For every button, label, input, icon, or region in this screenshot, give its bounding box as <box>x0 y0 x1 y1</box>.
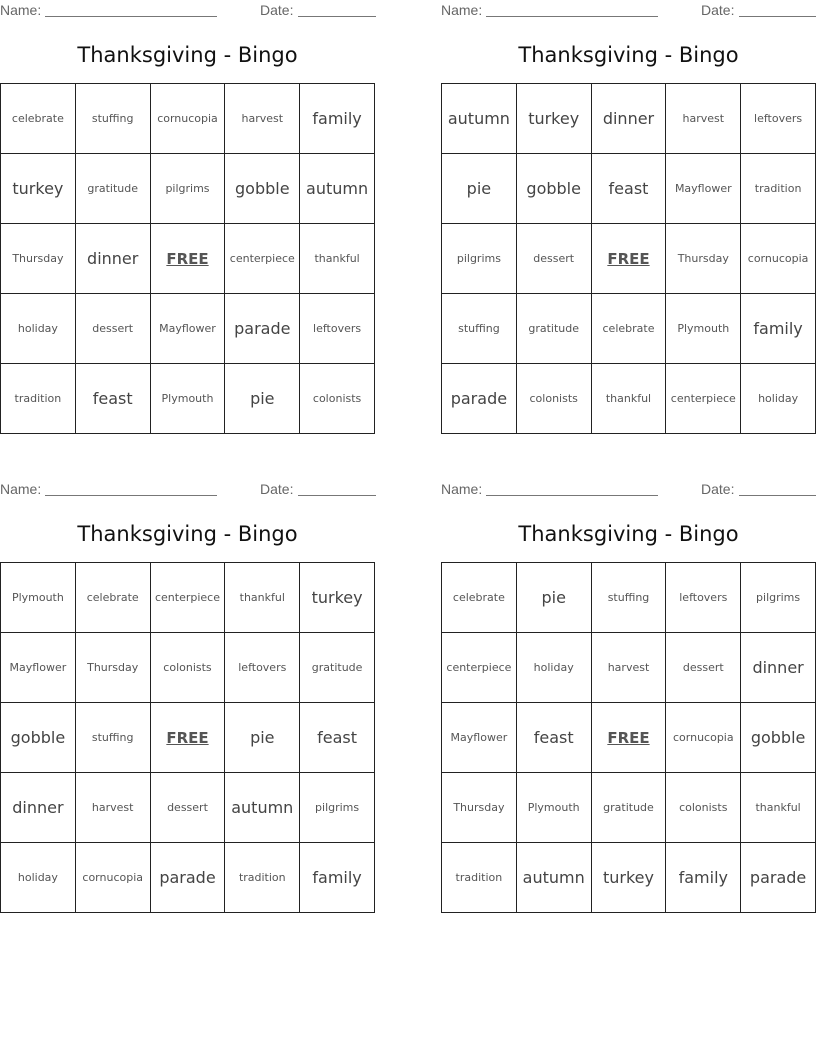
name-label: Name: <box>0 481 42 497</box>
bingo-cell: dinner <box>592 84 667 154</box>
bingo-cell: turkey <box>592 843 667 913</box>
name-blank-line <box>486 16 658 17</box>
bingo-cell: feast <box>592 154 667 224</box>
bingo-cell: harvest <box>76 773 151 843</box>
bingo-cell: celebrate <box>1 84 76 154</box>
bingo-cell: thankful <box>225 563 300 633</box>
bingo-cell: gratitude <box>592 773 667 843</box>
bingo-cell: celebrate <box>442 563 517 633</box>
name-date-row <box>0 0 375 20</box>
bingo-cell: pie <box>517 563 592 633</box>
bingo-cell: gobble <box>225 154 300 224</box>
bingo-cell: pilgrims <box>442 224 517 294</box>
bingo-cell: tradition <box>442 843 517 913</box>
bingo-cell: gratitude <box>517 294 592 364</box>
date-blank-line <box>298 16 376 17</box>
bingo-cell: dinner <box>741 633 816 703</box>
free-space-cell: FREE <box>151 224 226 294</box>
bingo-cell: dessert <box>151 773 226 843</box>
bingo-cell: pie <box>442 154 517 224</box>
bingo-cell: colonists <box>517 364 592 434</box>
bingo-cell: Thursday <box>666 224 741 294</box>
bingo-cell: turkey <box>1 154 76 224</box>
bingo-cell: holiday <box>741 364 816 434</box>
bingo-cell: Thursday <box>76 633 151 703</box>
card-title: Thanksgiving - Bingo <box>77 43 298 67</box>
bingo-cell: leftovers <box>741 84 816 154</box>
bingo-cell: tradition <box>225 843 300 913</box>
bingo-cell: tradition <box>1 364 76 434</box>
name-label: Name: <box>441 481 483 497</box>
date-blank-line <box>298 495 376 496</box>
name-date-row <box>441 479 816 499</box>
date-label: Date: <box>701 2 735 18</box>
bingo-cell: feast <box>76 364 151 434</box>
bingo-cell: cornucopia <box>151 84 226 154</box>
bingo-cell: colonists <box>300 364 375 434</box>
bingo-cell: holiday <box>1 843 76 913</box>
bingo-cell: pilgrims <box>151 154 226 224</box>
bingo-grid <box>0 83 375 434</box>
bingo-cell: dessert <box>76 294 151 364</box>
bingo-cell: parade <box>442 364 517 434</box>
bingo-cell: leftovers <box>225 633 300 703</box>
name-blank-line <box>45 16 217 17</box>
bingo-cell: dinner <box>76 224 151 294</box>
bingo-cell: cornucopia <box>741 224 816 294</box>
free-space-cell: FREE <box>592 224 667 294</box>
bingo-cell: holiday <box>517 633 592 703</box>
bingo-cell: Mayflower <box>151 294 226 364</box>
bingo-cell: feast <box>517 703 592 773</box>
name-blank-line <box>45 495 217 496</box>
bingo-cell: Mayflower <box>442 703 517 773</box>
bingo-cell: pie <box>225 364 300 434</box>
bingo-cell: holiday <box>1 294 76 364</box>
date-blank-line <box>739 495 816 496</box>
bingo-grid <box>441 83 816 434</box>
bingo-cell: thankful <box>592 364 667 434</box>
free-space-cell: FREE <box>151 703 226 773</box>
bingo-cell: parade <box>741 843 816 913</box>
bingo-cell: gratitude <box>300 633 375 703</box>
bingo-cell: stuffing <box>442 294 517 364</box>
bingo-cell: colonists <box>151 633 226 703</box>
name-label: Name: <box>0 2 42 18</box>
bingo-cell: thankful <box>741 773 816 843</box>
bingo-cell: centerpiece <box>151 563 226 633</box>
bingo-cell: centerpiece <box>442 633 517 703</box>
card-title: Thanksgiving - Bingo <box>518 522 739 546</box>
bingo-cell: Mayflower <box>1 633 76 703</box>
bingo-cell: dessert <box>517 224 592 294</box>
date-blank-line <box>739 16 816 17</box>
bingo-cell: harvest <box>666 84 741 154</box>
bingo-cell: celebrate <box>592 294 667 364</box>
bingo-cell: Mayflower <box>666 154 741 224</box>
bingo-cell: family <box>666 843 741 913</box>
bingo-cell: family <box>300 843 375 913</box>
bingo-cell: harvest <box>592 633 667 703</box>
free-space-cell: FREE <box>592 703 667 773</box>
bingo-cell: Plymouth <box>1 563 76 633</box>
bingo-grid <box>0 562 375 913</box>
bingo-cell: dinner <box>1 773 76 843</box>
bingo-cell: Thursday <box>1 224 76 294</box>
name-label: Name: <box>441 2 483 18</box>
bingo-cell: feast <box>300 703 375 773</box>
name-date-row <box>441 0 816 20</box>
bingo-cell: stuffing <box>76 84 151 154</box>
date-label: Date: <box>260 481 294 497</box>
bingo-grid <box>441 562 816 913</box>
bingo-cell: dessert <box>666 633 741 703</box>
bingo-cell: turkey <box>300 563 375 633</box>
bingo-cell: stuffing <box>592 563 667 633</box>
bingo-cell: autumn <box>517 843 592 913</box>
bingo-cell: gratitude <box>76 154 151 224</box>
bingo-cell: centerpiece <box>666 364 741 434</box>
bingo-cell: family <box>741 294 816 364</box>
bingo-cell: Plymouth <box>517 773 592 843</box>
name-date-row <box>0 479 375 499</box>
bingo-cell: gobble <box>1 703 76 773</box>
date-label: Date: <box>260 2 294 18</box>
bingo-cell: gobble <box>741 703 816 773</box>
name-blank-line <box>486 495 658 496</box>
bingo-cell: autumn <box>442 84 517 154</box>
bingo-cell: Plymouth <box>151 364 226 434</box>
card-title: Thanksgiving - Bingo <box>77 522 298 546</box>
bingo-cell: celebrate <box>76 563 151 633</box>
bingo-cell: Plymouth <box>666 294 741 364</box>
bingo-cell: harvest <box>225 84 300 154</box>
card-title: Thanksgiving - Bingo <box>518 43 739 67</box>
bingo-cell: thankful <box>300 224 375 294</box>
bingo-cell: pilgrims <box>741 563 816 633</box>
bingo-cell: family <box>300 84 375 154</box>
date-label: Date: <box>701 481 735 497</box>
bingo-cell: colonists <box>666 773 741 843</box>
bingo-cell: stuffing <box>76 703 151 773</box>
bingo-cell: cornucopia <box>666 703 741 773</box>
bingo-cell: centerpiece <box>225 224 300 294</box>
bingo-cell: parade <box>225 294 300 364</box>
bingo-cell: gobble <box>517 154 592 224</box>
bingo-cell: cornucopia <box>76 843 151 913</box>
bingo-cell: pie <box>225 703 300 773</box>
bingo-cell: turkey <box>517 84 592 154</box>
bingo-cell: pilgrims <box>300 773 375 843</box>
bingo-cell: parade <box>151 843 226 913</box>
bingo-cell: tradition <box>741 154 816 224</box>
bingo-cell: Thursday <box>442 773 517 843</box>
bingo-cell: leftovers <box>666 563 741 633</box>
bingo-cell: leftovers <box>300 294 375 364</box>
bingo-cell: autumn <box>300 154 375 224</box>
bingo-cell: autumn <box>225 773 300 843</box>
